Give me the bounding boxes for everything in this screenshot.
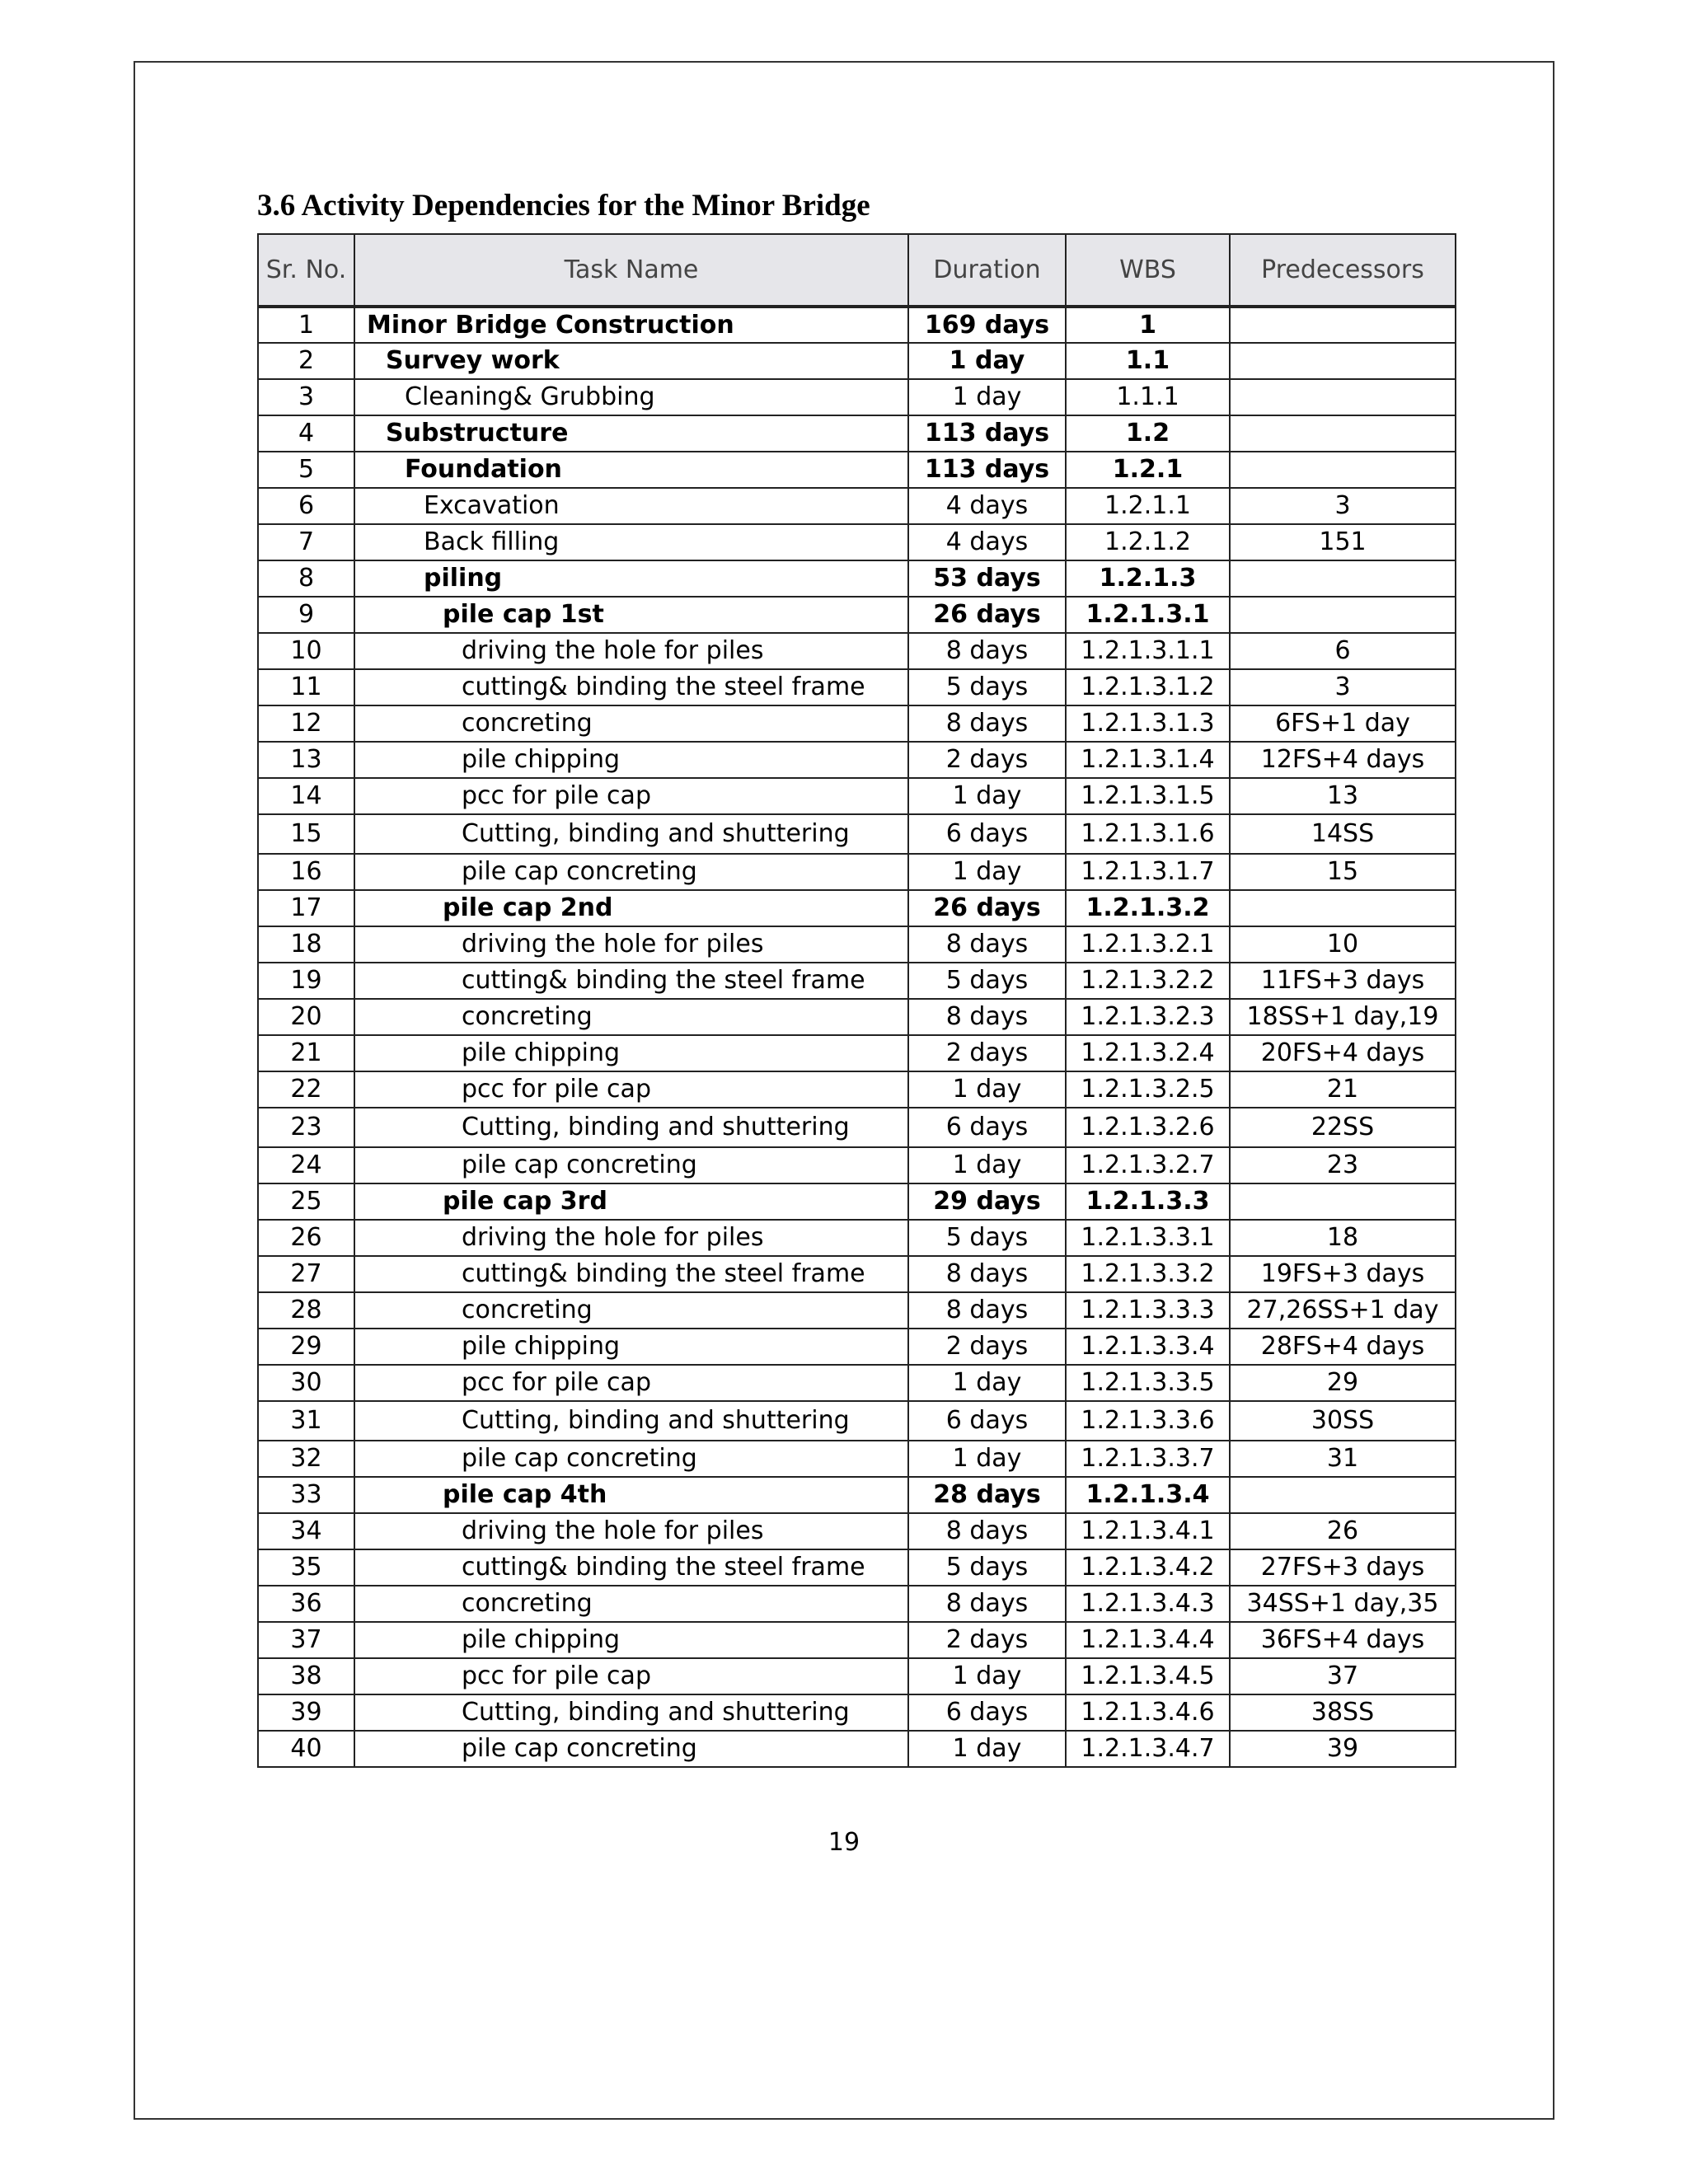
cell-wbs: 1.2.1.3.2.4: [1066, 1035, 1230, 1071]
cell-wbs: 1.2.1.3.1.1: [1066, 633, 1230, 669]
cell-sr-no: 30: [258, 1365, 354, 1401]
cell-wbs: 1.2.1.3.2: [1066, 890, 1230, 926]
cell-predecessors: 20FS+4 days: [1230, 1035, 1456, 1071]
cell-predecessors: [1230, 890, 1456, 926]
cell-wbs: 1.2.1.3.3.3: [1066, 1292, 1230, 1329]
cell-wbs: 1.2.1.3.3: [1066, 1183, 1230, 1220]
cell-predecessors: 30SS: [1230, 1401, 1456, 1441]
cell-sr-no: 25: [258, 1183, 354, 1220]
cell-wbs: 1.2.1.3.1.7: [1066, 854, 1230, 890]
cell-task-name: Cutting, binding and shuttering: [354, 1694, 908, 1731]
cell-predecessors: [1230, 560, 1456, 597]
cell-wbs: 1.2.1.3.1.5: [1066, 778, 1230, 814]
cell-wbs: 1.2.1.3.4.2: [1066, 1549, 1230, 1586]
cell-sr-no: 9: [258, 597, 354, 633]
cell-wbs: 1.2.1.3.4.4: [1066, 1622, 1230, 1658]
table-row: [258, 814, 1456, 854]
cell-sr-no: 11: [258, 669, 354, 705]
cell-wbs: 1.1.1: [1066, 379, 1230, 415]
cell-wbs: 1.2.1: [1066, 452, 1230, 488]
cell-duration: 53 days: [908, 560, 1066, 597]
cell-sr-no: 29: [258, 1329, 354, 1365]
header-task-name: Task Name: [354, 234, 908, 307]
cell-duration: 4 days: [908, 524, 1066, 560]
cell-duration: 1 day: [908, 1071, 1066, 1108]
cell-duration: 2 days: [908, 1329, 1066, 1365]
cell-wbs: 1.2.1.3.3.5: [1066, 1365, 1230, 1401]
cell-duration: 1 day: [908, 1731, 1066, 1767]
cell-sr-no: 17: [258, 890, 354, 926]
cell-predecessors: 29: [1230, 1365, 1456, 1401]
cell-sr-no: 38: [258, 1658, 354, 1694]
cell-task-name: cutting& binding the steel frame: [354, 669, 908, 705]
cell-predecessors: [1230, 307, 1456, 343]
cell-wbs: 1.2.1.3.2.7: [1066, 1147, 1230, 1183]
cell-wbs: 1: [1066, 307, 1230, 343]
cell-sr-no: 2: [258, 343, 354, 379]
cell-task-name: Cutting, binding and shuttering: [354, 1108, 908, 1147]
table-row: [258, 1513, 1456, 1549]
table-row: [258, 1622, 1456, 1658]
cell-sr-no: 19: [258, 963, 354, 999]
cell-task-name: driving the hole for piles: [354, 1513, 908, 1549]
cell-predecessors: 39: [1230, 1731, 1456, 1767]
cell-task-name: pile cap concreting: [354, 1441, 908, 1477]
cell-predecessors: 151: [1230, 524, 1456, 560]
cell-predecessors: 38SS: [1230, 1694, 1456, 1731]
cell-task-name: pile cap 4th: [354, 1477, 908, 1513]
cell-duration: 1 day: [908, 1365, 1066, 1401]
cell-predecessors: 26: [1230, 1513, 1456, 1549]
cell-task-name: Excavation: [354, 488, 908, 524]
cell-predecessors: 23: [1230, 1147, 1456, 1183]
cell-wbs: 1.2: [1066, 415, 1230, 452]
page-number: 19: [828, 1828, 860, 1857]
cell-wbs: 1.2.1.3.3.2: [1066, 1256, 1230, 1292]
table-row: [258, 1220, 1456, 1256]
table-row: [258, 560, 1456, 597]
cell-task-name: pile cap concreting: [354, 854, 908, 890]
cell-task-name: Substructure: [354, 415, 908, 452]
cell-task-name: cutting& binding the steel frame: [354, 963, 908, 999]
table-row: [258, 1401, 1456, 1441]
cell-sr-no: 32: [258, 1441, 354, 1477]
cell-duration: 169 days: [908, 307, 1066, 343]
table-row: [258, 669, 1456, 705]
cell-duration: 6 days: [908, 814, 1066, 854]
table-row: [258, 890, 1456, 926]
table-row: [258, 633, 1456, 669]
table-row: [258, 1658, 1456, 1694]
cell-duration: 8 days: [908, 705, 1066, 742]
cell-task-name: pile cap concreting: [354, 1147, 908, 1183]
cell-sr-no: 20: [258, 999, 354, 1035]
cell-predecessors: 6FS+1 day: [1230, 705, 1456, 742]
cell-predecessors: 12FS+4 days: [1230, 742, 1456, 778]
table-row: [258, 1477, 1456, 1513]
table-row: [258, 1108, 1456, 1147]
cell-wbs: 1.2.1.3.4.5: [1066, 1658, 1230, 1694]
cell-duration: 6 days: [908, 1694, 1066, 1731]
section-title: 3.6 Activity Dependencies for the Minor Bridge: [257, 189, 870, 223]
cell-duration: 26 days: [908, 890, 1066, 926]
cell-duration: 8 days: [908, 926, 1066, 963]
cell-task-name: pcc for pile cap: [354, 1071, 908, 1108]
cell-duration: 5 days: [908, 1220, 1066, 1256]
cell-predecessors: 31: [1230, 1441, 1456, 1477]
cell-task-name: driving the hole for piles: [354, 926, 908, 963]
cell-task-name: Survey work: [354, 343, 908, 379]
cell-sr-no: 27: [258, 1256, 354, 1292]
cell-sr-no: 39: [258, 1694, 354, 1731]
cell-duration: 28 days: [908, 1477, 1066, 1513]
cell-duration: 5 days: [908, 963, 1066, 999]
cell-sr-no: 5: [258, 452, 354, 488]
cell-task-name: Cutting, binding and shuttering: [354, 1401, 908, 1441]
table-body: [258, 307, 1456, 1767]
table-row: [258, 488, 1456, 524]
cell-task-name: pile chipping: [354, 1035, 908, 1071]
cell-predecessors: [1230, 597, 1456, 633]
cell-task-name: piling: [354, 560, 908, 597]
cell-task-name: pile cap 3rd: [354, 1183, 908, 1220]
cell-predecessors: [1230, 415, 1456, 452]
cell-sr-no: 26: [258, 1220, 354, 1256]
cell-task-name: Minor Bridge Construction: [354, 307, 908, 343]
table-row: [258, 1035, 1456, 1071]
table-row: [258, 742, 1456, 778]
table-row: [258, 524, 1456, 560]
cell-predecessors: [1230, 1183, 1456, 1220]
table-row: [258, 705, 1456, 742]
table-row: [258, 1694, 1456, 1731]
header-predecessors: Predecessors: [1230, 234, 1456, 307]
cell-sr-no: 35: [258, 1549, 354, 1586]
table-row: [258, 1256, 1456, 1292]
table-row: [258, 1329, 1456, 1365]
cell-task-name: pile cap 1st: [354, 597, 908, 633]
cell-predecessors: 28FS+4 days: [1230, 1329, 1456, 1365]
cell-wbs: 1.1: [1066, 343, 1230, 379]
cell-duration: 113 days: [908, 452, 1066, 488]
cell-duration: 8 days: [908, 1513, 1066, 1549]
cell-task-name: Cutting, binding and shuttering: [354, 814, 908, 854]
cell-sr-no: 22: [258, 1071, 354, 1108]
cell-wbs: 1.2.1.3.4.7: [1066, 1731, 1230, 1767]
cell-wbs: 1.2.1.3.3.6: [1066, 1401, 1230, 1441]
cell-task-name: concreting: [354, 1292, 908, 1329]
cell-wbs: 1.2.1.2: [1066, 524, 1230, 560]
cell-sr-no: 40: [258, 1731, 354, 1767]
table-row: [258, 1071, 1456, 1108]
cell-duration: 2 days: [908, 1622, 1066, 1658]
cell-sr-no: 15: [258, 814, 354, 854]
table-row: [258, 1183, 1456, 1220]
header-duration: Duration: [908, 234, 1066, 307]
cell-wbs: 1.2.1.3.2.6: [1066, 1108, 1230, 1147]
cell-sr-no: 24: [258, 1147, 354, 1183]
cell-predecessors: 18: [1230, 1220, 1456, 1256]
cell-predecessors: 18SS+1 day,19: [1230, 999, 1456, 1035]
cell-task-name: pile chipping: [354, 1622, 908, 1658]
table-row: [258, 1731, 1456, 1767]
cell-task-name: concreting: [354, 999, 908, 1035]
cell-task-name: pile chipping: [354, 1329, 908, 1365]
cell-sr-no: 28: [258, 1292, 354, 1329]
table-row: [258, 1586, 1456, 1622]
cell-predecessors: 27FS+3 days: [1230, 1549, 1456, 1586]
cell-task-name: concreting: [354, 1586, 908, 1622]
cell-duration: 1 day: [908, 854, 1066, 890]
cell-predecessors: [1230, 452, 1456, 488]
cell-wbs: 1.2.1.3.3.1: [1066, 1220, 1230, 1256]
cell-predecessors: [1230, 379, 1456, 415]
cell-wbs: 1.2.1.3.1: [1066, 597, 1230, 633]
table-header-row: [258, 234, 1456, 307]
cell-wbs: 1.2.1.3.3.4: [1066, 1329, 1230, 1365]
cell-duration: 8 days: [908, 1256, 1066, 1292]
cell-wbs: 1.2.1.3.4: [1066, 1477, 1230, 1513]
table-row: [258, 452, 1456, 488]
table-row: [258, 963, 1456, 999]
table-row: [258, 1365, 1456, 1401]
cell-duration: 5 days: [908, 669, 1066, 705]
cell-sr-no: 13: [258, 742, 354, 778]
cell-wbs: 1.2.1.3.4.1: [1066, 1513, 1230, 1549]
cell-predecessors: 19FS+3 days: [1230, 1256, 1456, 1292]
cell-predecessors: 15: [1230, 854, 1456, 890]
cell-wbs: 1.2.1.3.1.6: [1066, 814, 1230, 854]
cell-duration: 6 days: [908, 1401, 1066, 1441]
cell-duration: 8 days: [908, 999, 1066, 1035]
table-row: [258, 1147, 1456, 1183]
cell-predecessors: 14SS: [1230, 814, 1456, 854]
cell-duration: 1 day: [908, 379, 1066, 415]
table-row: [258, 778, 1456, 814]
table-row: [258, 597, 1456, 633]
cell-sr-no: 37: [258, 1622, 354, 1658]
cell-task-name: cutting& binding the steel frame: [354, 1256, 908, 1292]
table-row: [258, 379, 1456, 415]
cell-task-name: pcc for pile cap: [354, 778, 908, 814]
cell-sr-no: 21: [258, 1035, 354, 1071]
cell-duration: 2 days: [908, 1035, 1066, 1071]
cell-predecessors: 36FS+4 days: [1230, 1622, 1456, 1658]
cell-sr-no: 8: [258, 560, 354, 597]
table-row: [258, 854, 1456, 890]
cell-task-name: pile cap concreting: [354, 1731, 908, 1767]
cell-task-name: driving the hole for piles: [354, 633, 908, 669]
cell-predecessors: 37: [1230, 1658, 1456, 1694]
cell-sr-no: 6: [258, 488, 354, 524]
cell-sr-no: 33: [258, 1477, 354, 1513]
cell-task-name: pile chipping: [354, 742, 908, 778]
cell-wbs: 1.2.1.3.3.7: [1066, 1441, 1230, 1477]
cell-sr-no: 36: [258, 1586, 354, 1622]
table-row: [258, 1441, 1456, 1477]
table-row: [258, 1292, 1456, 1329]
cell-duration: 26 days: [908, 597, 1066, 633]
cell-task-name: concreting: [354, 705, 908, 742]
cell-task-name: cutting& binding the steel frame: [354, 1549, 908, 1586]
cell-predecessors: 10: [1230, 926, 1456, 963]
cell-predecessors: 6: [1230, 633, 1456, 669]
cell-duration: 4 days: [908, 488, 1066, 524]
cell-sr-no: 7: [258, 524, 354, 560]
header-wbs: WBS: [1066, 234, 1230, 307]
table-row: [258, 307, 1456, 343]
cell-sr-no: 12: [258, 705, 354, 742]
cell-wbs: 1.2.1.3.1.2: [1066, 669, 1230, 705]
cell-predecessors: 13: [1230, 778, 1456, 814]
cell-wbs: 1.2.1.3.2.5: [1066, 1071, 1230, 1108]
cell-task-name: Foundation: [354, 452, 908, 488]
cell-duration: 8 days: [908, 1586, 1066, 1622]
cell-predecessors: 21: [1230, 1071, 1456, 1108]
cell-duration: 8 days: [908, 633, 1066, 669]
cell-duration: 1 day: [908, 1658, 1066, 1694]
cell-duration: 1 day: [908, 343, 1066, 379]
cell-wbs: 1.2.1.3.1.3: [1066, 705, 1230, 742]
cell-sr-no: 3: [258, 379, 354, 415]
cell-wbs: 1.2.1.3.4.6: [1066, 1694, 1230, 1731]
cell-task-name: Cleaning& Grubbing: [354, 379, 908, 415]
cell-wbs: 1.2.1.3.2.2: [1066, 963, 1230, 999]
cell-predecessors: 27,26SS+1 day: [1230, 1292, 1456, 1329]
cell-wbs: 1.2.1.3.4.3: [1066, 1586, 1230, 1622]
cell-wbs: 1.2.1.1: [1066, 488, 1230, 524]
header-sr-no: Sr. No.: [258, 234, 354, 307]
table-row: [258, 999, 1456, 1035]
cell-duration: 1 day: [908, 778, 1066, 814]
table-row: [258, 926, 1456, 963]
cell-sr-no: 4: [258, 415, 354, 452]
cell-sr-no: 16: [258, 854, 354, 890]
cell-duration: 2 days: [908, 742, 1066, 778]
cell-sr-no: 18: [258, 926, 354, 963]
cell-task-name: pcc for pile cap: [354, 1365, 908, 1401]
table-row: [258, 1549, 1456, 1586]
cell-predecessors: 3: [1230, 669, 1456, 705]
cell-predecessors: [1230, 343, 1456, 379]
cell-task-name: pcc for pile cap: [354, 1658, 908, 1694]
cell-task-name: Back filling: [354, 524, 908, 560]
cell-sr-no: 1: [258, 307, 354, 343]
cell-duration: 6 days: [908, 1108, 1066, 1147]
cell-duration: 5 days: [908, 1549, 1066, 1586]
cell-sr-no: 23: [258, 1108, 354, 1147]
cell-duration: 29 days: [908, 1183, 1066, 1220]
cell-duration: 1 day: [908, 1441, 1066, 1477]
cell-wbs: 1.2.1.3.2.1: [1066, 926, 1230, 963]
cell-duration: 1 day: [908, 1147, 1066, 1183]
cell-task-name: pile cap 2nd: [354, 890, 908, 926]
cell-duration: 113 days: [908, 415, 1066, 452]
cell-wbs: 1.2.1.3: [1066, 560, 1230, 597]
cell-predecessors: [1230, 1477, 1456, 1513]
cell-predecessors: 22SS: [1230, 1108, 1456, 1147]
cell-predecessors: 34SS+1 day,35: [1230, 1586, 1456, 1622]
table-row: [258, 343, 1456, 379]
cell-predecessors: 11FS+3 days: [1230, 963, 1456, 999]
cell-sr-no: 14: [258, 778, 354, 814]
activity-dependencies-table: [257, 233, 1456, 1768]
cell-sr-no: 34: [258, 1513, 354, 1549]
cell-task-name: driving the hole for piles: [354, 1220, 908, 1256]
cell-wbs: 1.2.1.3.2.3: [1066, 999, 1230, 1035]
cell-duration: 8 days: [908, 1292, 1066, 1329]
cell-sr-no: 31: [258, 1401, 354, 1441]
cell-wbs: 1.2.1.3.1.4: [1066, 742, 1230, 778]
cell-predecessors: 3: [1230, 488, 1456, 524]
cell-sr-no: 10: [258, 633, 354, 669]
table-row: [258, 415, 1456, 452]
